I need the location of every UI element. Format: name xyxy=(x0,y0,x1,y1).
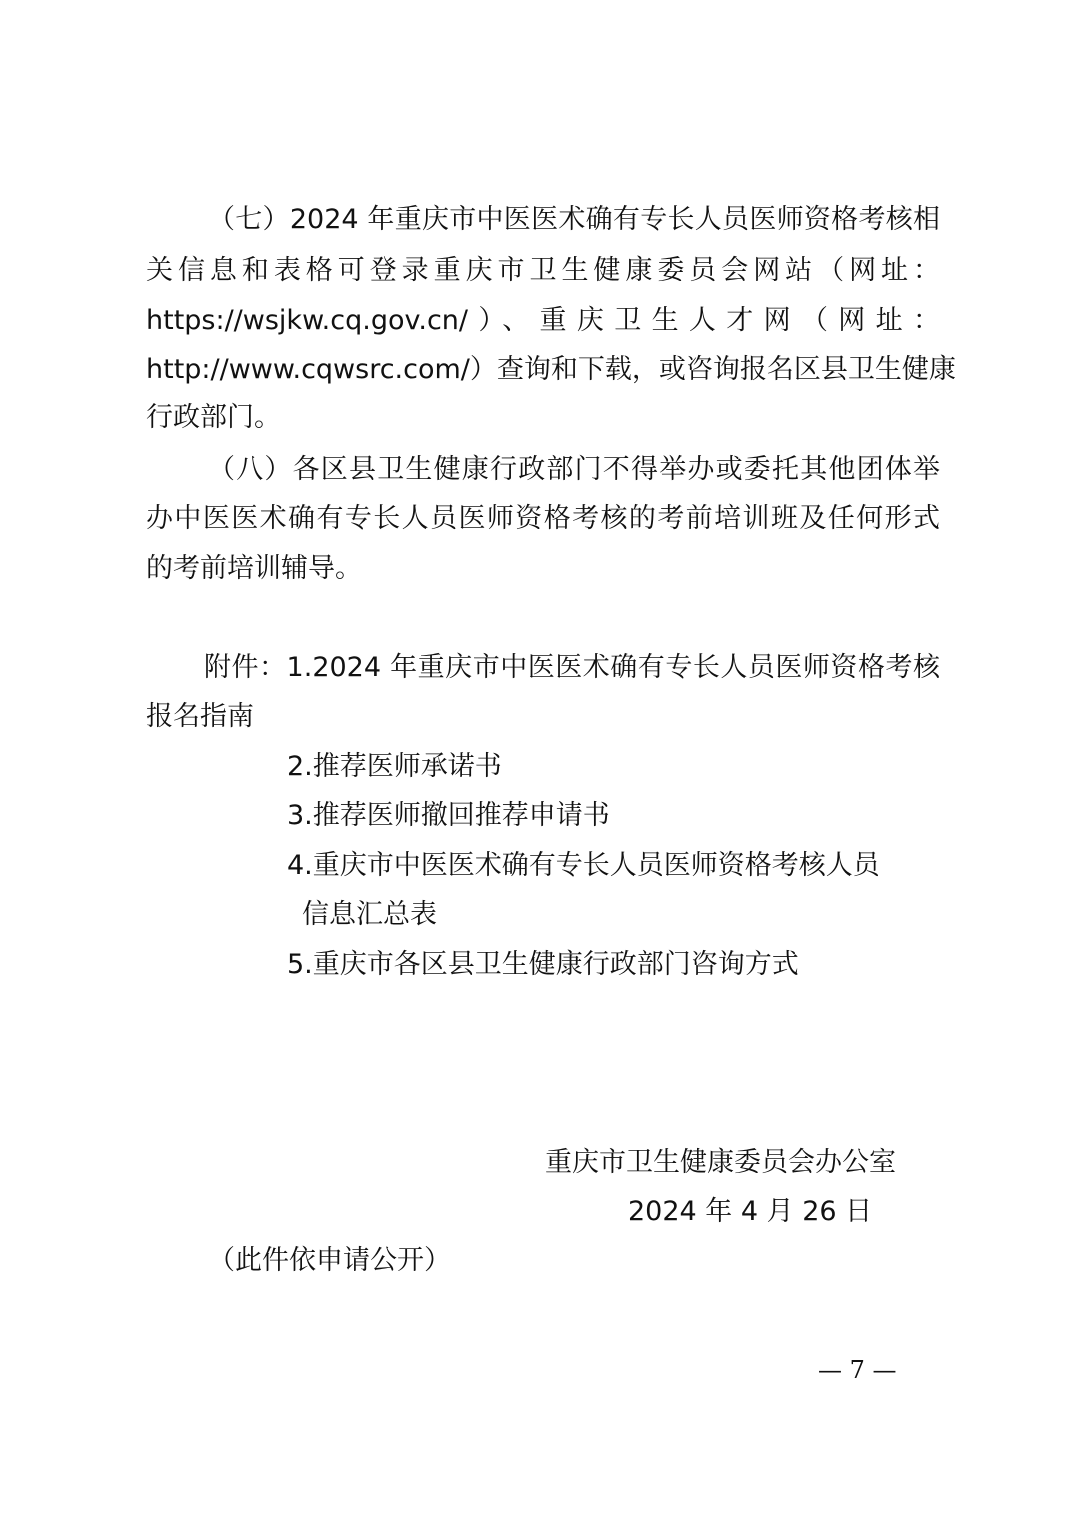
section7-line4: http://www.cqwsrc.com/）查询和下载，或咨询报名区县卫生健康 xyxy=(146,354,956,385)
section7-line2: 关信息和表格可登录重庆市卫生健康委员会网站（网址： xyxy=(146,255,940,286)
attachment-item4-line2: 信息汇总表 xyxy=(302,899,437,930)
section7-line3: https://wsjkw.cq.gov.cn/）、重庆卫生人才网（网址： xyxy=(146,305,940,336)
public-release-note: （此件依申请公开） xyxy=(208,1245,451,1276)
section8-line2: 办中医医术确有专长人员医师资格考核的考前培训班及任何形式 xyxy=(146,503,940,534)
attachment-item5: 5.重庆市各区县卫生健康行政部门咨询方式 xyxy=(287,949,799,980)
attachment-item1-line2: 报名指南 xyxy=(146,701,254,732)
attachment-item4-line1: 4.重庆市中医医术确有专长人员医师资格考核人员 xyxy=(287,850,880,881)
section8-line1: （八）各区县卫生健康行政部门不得举办或委托其他团体举 xyxy=(208,454,940,485)
signature-date: 2024 年 4 月 26 日 xyxy=(628,1196,873,1227)
section7-line5: 行政部门。 xyxy=(146,402,281,433)
attachment-item3: 3.推荐医师撤回推荐申请书 xyxy=(287,800,610,831)
attachment-item2: 2.推荐医师承诺书 xyxy=(287,751,502,782)
attachment-item1-line1: 附件：1.2024 年重庆市中医医术确有专长人员医师资格考核 xyxy=(204,652,940,683)
page-number: — 7 — xyxy=(818,1356,897,1384)
section8-line3: 的考前培训辅导。 xyxy=(146,553,362,584)
section7-line1: （七）2024 年重庆市中医医术确有专长人员医师资格考核相 xyxy=(208,204,940,235)
signature-org: 重庆市卫生健康委员会办公室 xyxy=(545,1147,896,1178)
